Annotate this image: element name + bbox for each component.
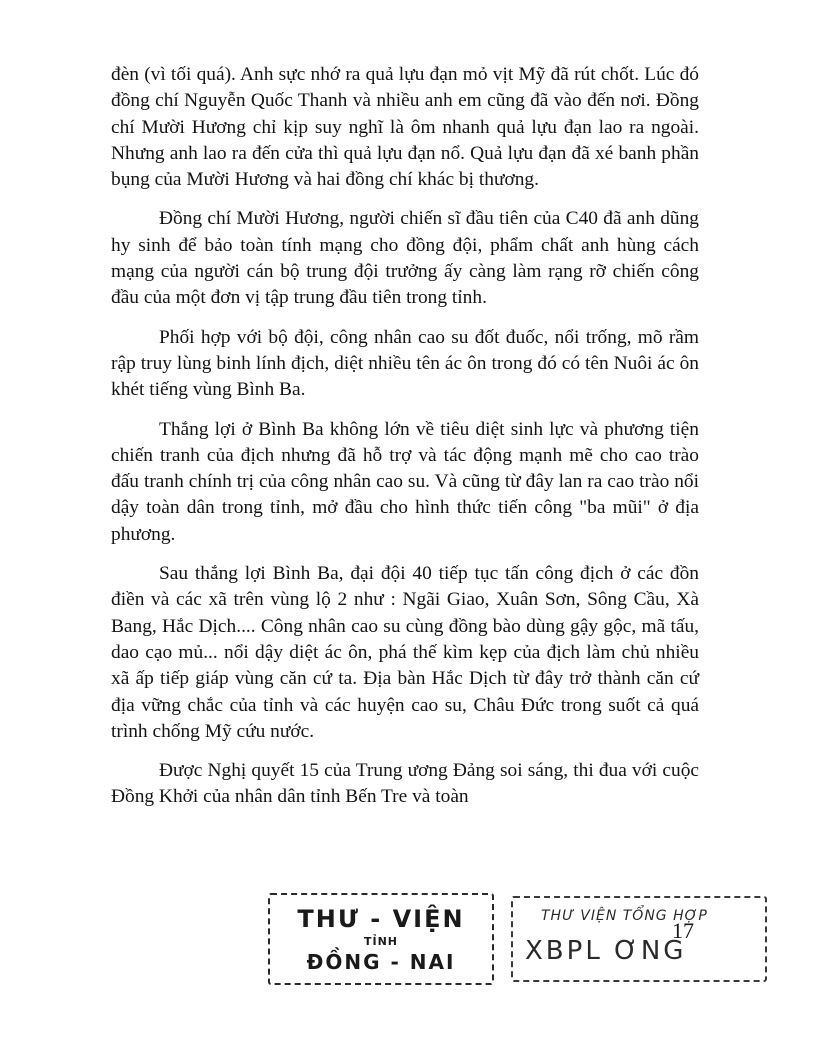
paragraph-2: Đồng chí Mười Hương, người chiến sĩ đầu tiên của C40 đã anh dũng hy sinh để bảo toàn tính mạng cho đồng đội, phẩm chất anh hùng cách mạng của người cán bộ trung đội trưởng ấy càng làm rạng rỡ chiến công đầu của một đơn vị tập trung đầu tiên trong tỉnh. bbox=[111, 208, 699, 309]
paragraph-6: Được Nghị quyết 15 của Trung ương Đảng soi sáng, thi đua với cuộc Đồng Khởi của nhân dân tỉnh Bến Tre và toàn bbox=[111, 760, 699, 808]
stamp-left-line-2: TỈNH bbox=[363, 935, 398, 948]
paragraph-3: Phối hợp với bộ đội, công nhân cao su đốt đuốc, nổi trống, mõ rầm rập truy lùng binh lính địch, diệt nhiều tên ác ôn trong đó có tên Nuôi ác ôn khét tiếng vùng Bình Ba. bbox=[111, 326, 699, 401]
stamp-left-line-3: ĐỒNG - NAI bbox=[306, 950, 456, 974]
document-page bbox=[111, 62, 699, 824]
library-stamp-general bbox=[511, 896, 767, 982]
stamp-left-line-1: THƯ - VIỆN bbox=[297, 905, 465, 933]
page-number: 17 bbox=[672, 918, 694, 943]
library-stamp-dong-nai bbox=[268, 893, 494, 985]
stamp-right-line-1: THƯ VIỆN TỔNG HỢP bbox=[541, 908, 708, 924]
stamp-right-line-2: XBPL ƠNG bbox=[525, 936, 687, 966]
paragraph-5: Sau thắng lợi Bình Ba, đại đội 40 tiếp tục tấn công địch ở các đồn điền và các xã trên vùng lộ 2 như : Ngãi Giao, Xuân Sơn, Sông Cầu, Xà Bang, Hắc Dịch.... Công nhân cao su cùng đồng bào dùng gậy gộc, mã tấu, dao cạo mủ... nổi dậy diệt ác ôn, phá thế kìm kẹp của địch làm chủ nhiều xã ấp tiếp giáp vùng căn cứ ta. Địa bàn Hắc Dịch từ đây trở thành căn cứ địa vững chắc của tỉnh và các huyện cao su, Châu Đức trong suốt cả quá trình chống Mỹ cứu nước. bbox=[111, 563, 699, 742]
paragraph-1: đèn (vì tối quá). Anh sực nhớ ra quả lựu đạn mỏ vịt Mỹ đã rút chốt. Lúc đó đồng chí Nguyễn Quốc Thanh và nhiều anh em cũng đã vào đến nơi. Đồng chí Mười Hương chỉ kịp suy nghĩ là ôm nhanh quả lựu đạn lao ra ngoài. Nhưng anh lao ra đến cửa thì quả lựu đạn nổ. Quả lựu đạn đã xé banh phần bụng của Mười Hương và hai đồng chí khác bị thương. bbox=[111, 64, 699, 191]
paragraph-4: Thắng lợi ở Bình Ba không lớn về tiêu diệt sinh lực và phương tiện chiến tranh của địch nhưng đã hỗ trợ và tác động mạnh mẽ cho cao trào đấu tranh chính trị của công nhân cao su. Và cũng từ đây lan ra cao trào nổi dậy toàn dân trong tỉnh, mở đầu cho hình thức tiến công "ba mũi" ở địa phương. bbox=[111, 418, 699, 545]
